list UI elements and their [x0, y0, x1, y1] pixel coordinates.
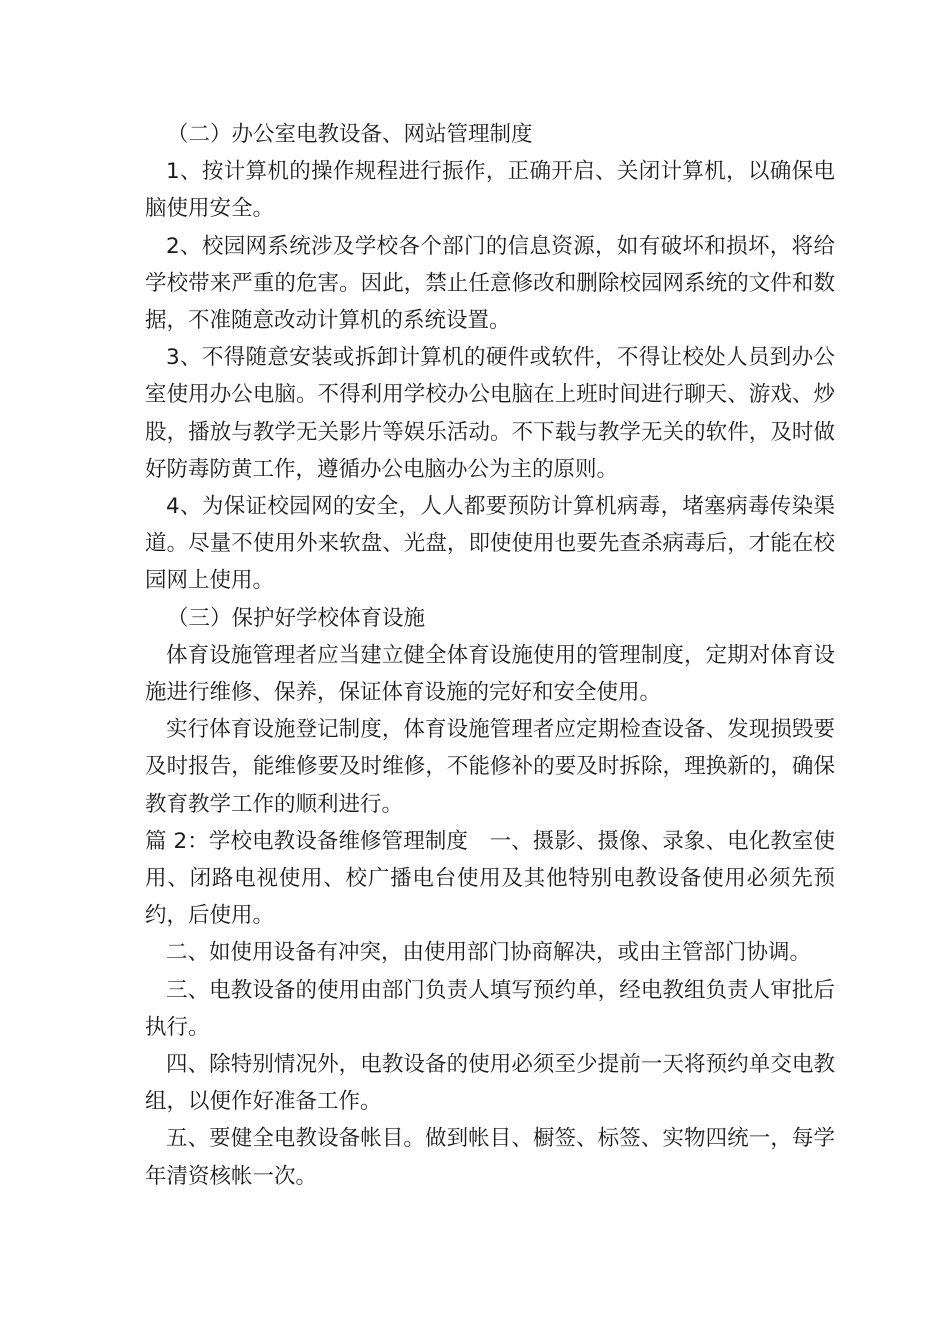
paragraph-item-2: 2、校园网系统涉及学校各个部门的信息资源，如有破坏和损坏，将给学校带来严重的危害。因此，禁止任意修改和删除校园网系统的文件和数据，不准随意改动计算机的系统设置。	[145, 233, 835, 334]
section-heading-office-equipment: （二）办公室电教设备、网站管理制度	[167, 122, 533, 147]
article-2-item-5: 五、要健全电教设备帐目。做到帐目、橱签、标签、实物四统一，每学年清资核帐一次。	[145, 1126, 835, 1189]
paragraph-sports-registration: 实行体育设施登记制度，体育设施管理者应定期检查设备、发现损毁要及时报告，能维修要及时维修，不能修补的要及时拆除，理换新的，确保教育教学工作的顺利进行。	[145, 717, 835, 817]
article-2-item-4: 四、除特别情况外，电教设备的使用必须至少提前一天将预约单交电教组，以便作好准备工作。	[145, 1052, 835, 1115]
section-heading-sports-facilities: （三）保护好学校体育设施	[167, 605, 426, 631]
article-2-intro: 篇 2：学校电教设备维修管理制度 一、摄影、摄像、录象、电化教室使用、闭路电视使用、校广播电台使用及其他特别电教设备使用必须先预约，后使用。	[145, 828, 835, 929]
paragraph-sports-management: 体育设施管理者应当建立健全体育设施使用的管理制度，定期对体育设施进行维修、保养，保证体育设施的完好和安全使用。	[145, 642, 835, 706]
paragraph-item-4: 4、为保证校园网的安全，人人都要预防计算机病毒，堵塞病毒传染渠道。尽量不使用外来软盘、光盘，即使使用也要先查杀病毒后，才能在校园网上使用。	[145, 494, 835, 594]
document-body	[145, 116, 835, 1195]
article-2-item-2: 二、如使用设备有冲突，由使用部门协商解决，或由主管部门协调。	[166, 940, 812, 966]
paragraph-item-1: 1、按计算机的操作规程进行振作，正确开启、关闭计算机，以确保电脑使用安全。	[145, 159, 835, 222]
paragraph-item-3: 3、不得随意安装或拆卸计算机的硬件或软件，不得让校处人员到办公室使用办公电脑。不得利用学校办公电脑在上班时间进行聊天、游戏、炒股，播放与教学无关影片等娱乐活动。不下载与教学无关的软件，及时做好防毒防黄工作，遵循办公电脑办公为主的原则。	[145, 345, 835, 482]
article-2-item-3: 三、电教设备的使用由部门负责人填写预约单，经电教组负责人审批后执行。	[145, 977, 835, 1040]
